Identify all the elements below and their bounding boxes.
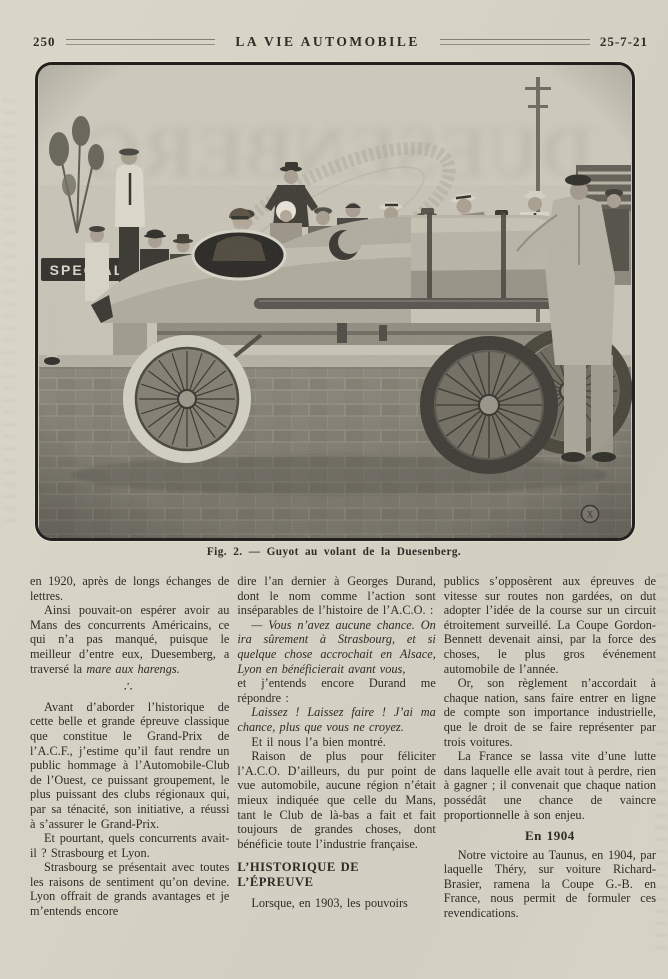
paragraph-quote: — Vous n’avez aucune chance. On ira sûrement à Strasbourg, et si quelque chose accrochait en Alsace, Lyon en bénéficierait avant vous, (237, 617, 436, 676)
column-left (30, 574, 229, 921)
paragraph: La France se lassa vite d’une lutte dans laquelle elle avait tout à perdre, rien à gagner ; il convenait que chaque nation possédât une chance de vaincre proportionnelle à son enjeu. (443, 749, 656, 822)
duesenberg-photo (38, 65, 632, 538)
paragraph: Et pourtant, quels concurrents avait-il ? Strasbourg et Lyon. (30, 831, 230, 860)
header-rule-left (66, 39, 216, 45)
issue-date: 25-7-21 (599, 34, 648, 49)
asterism: ∴ (123, 680, 136, 696)
header-rule-right (440, 39, 590, 45)
margin-showthrough-right (655, 565, 667, 955)
journal-title: LA VIE AUTOMOBILE (235, 34, 420, 49)
paragraph: en 1920, après de longs échanges de lettres. (30, 574, 230, 603)
paragraph-text: Ainsi pouvait-on espérer avoir au Mans des concurrents Américains, ce qui n’a pas manqué, puisque le meilleur d’entre eux, Duesemberg, a traversé la (30, 603, 230, 676)
paragraph: publics s’opposèrent aux épreuves de vitesse sur routes non gardées, on dut adopter l’idée de la course sur un circuit étroitement surveillé. La Coupe Gordon-Bennett devenait ainsi, par la force des choses, le plus gros événement automobile de l’année. (443, 574, 656, 676)
grain (39, 65, 631, 538)
text-columns (30, 574, 656, 921)
column-right (444, 574, 656, 921)
margin-showthrough-left (2, 90, 16, 530)
paragraph: Avant d’aborder l’historique de cette belle et grande épreuve classique que constitue le Grand-Prix de l’A.C.F., j’estime qu’il faut rendre un public hommage à l’Automobile-Club de l’Ouest, ce puissant groupement, le plus puissant des clubs régionaux qui, par sa ténacité, son initiative, a réussi à s’assurer le Grand-Prix. (30, 699, 230, 831)
section-heading: L’HISTORIQUE DE L’ÉPREUVE (237, 860, 360, 889)
paragraph: Raison de plus pour féliciter l’A.C.O. D’ailleurs, du pur point de vue automobile, aucune région n’était mieux indiquée que celle du Mans, tant le Club de là-bas a fait et fait toujours de grandes choses, dont bénéficie toute l’industrie française. (237, 749, 436, 851)
paragraph: Or, son règlement n’accordait à chaque nation, sans faire entrer en ligne de compte son importance industrielle, que le droit de se faire représenter par trois voitures. (443, 676, 656, 749)
page-number: 250 (33, 34, 56, 49)
paragraph: Notre victoire au Taunus, en 1904, par laquelle Théry, sur voiture Richard-Brasier, ramena la Coupe G.-B. en France, nous permit de formuler ces revendications. (443, 847, 656, 921)
paragraph: Lorsque, en 1903, les pouvoirs (251, 896, 408, 911)
photo-figure (35, 62, 635, 541)
paragraph (30, 603, 229, 676)
paragraph-italic-text: mare aux harengs. (86, 661, 180, 676)
paragraph: et j’entends encore Durand me répondre : (237, 676, 436, 705)
paragraph-quote: Laissez ! Laissez faire ! J’ai ma chance, plus que vous ne croyez. (237, 705, 436, 734)
paragraph: dire l’an dernier à Georges Durand, dont le nom comme l’action sont inséparables de l’histoire de l’A.C.O. : (237, 574, 436, 618)
paragraph: Et il nous l’a bien montré. (251, 734, 386, 749)
column-middle (237, 574, 435, 921)
paragraph: Strasbourg se présentait avec toutes les raisons de sentiment qu’on devine. Lyon offrait de grands avantages et je m’entends encore (30, 860, 230, 919)
figure-caption: Fig. 2. — Guyot au volant de la Duesenberg. (206, 546, 462, 558)
page-header (0, 34, 668, 50)
subsection-heading: En 1904 (524, 828, 575, 844)
